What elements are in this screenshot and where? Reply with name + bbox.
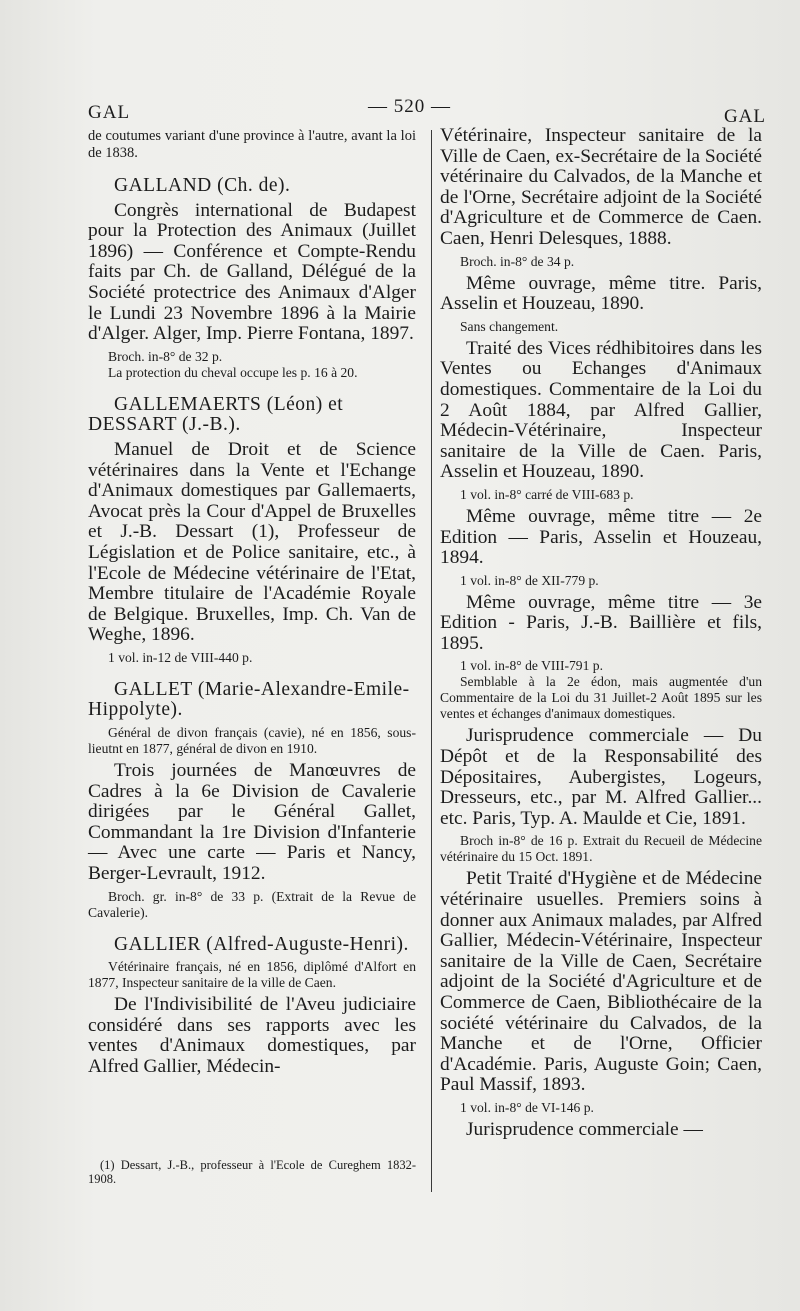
entry-title: Même ouvrage, même titre — 2e Edition — Paris, Asselin et Houzeau, 1894.	[440, 505, 762, 569]
continued-text: Vétérinaire, Inspecteur sanitaire de la Ville de Caen, ex-Secrétaire de la Société vétérinaire du Calvados, de la Manche et de l'Orne, Secrétaire adjoint de la Société d'Agriculture et de Commerce de Caen. Caen, Henri Delesques, 1888.	[440, 125, 762, 249]
entry-heading: GALLEMAERTS (Léon) et DESSART (J.-B.).	[88, 393, 344, 436]
entry-title: Congrès international de Budapest pour la Protection des Animaux (Juillet 1896) — Conférence et Compte-Rendu faits par Ch. de Galland, Délégué de la Société protectrice des Animaux d'Alger le Lundi 23 Novembre 1896 à la Mairie d'Alger. Alger, Imp. Pierre Fontana, 1897.	[88, 199, 416, 345]
entry-heading: GALLIER (Alfred-Auguste-Henri).	[114, 933, 409, 955]
footnote-text: (1) Dessart, J.-B., professeur à l'Ecole de Cureghem 1832-1908.	[88, 1158, 416, 1186]
entry-galland	[88, 176, 416, 381]
entry-title: Traité des Vices rédhibitoires dans les Ventes ou Echanges d'Animaux domestiques. Commentaire de la Loi du 2 Août 1884, par Alfred Gallier, Médecin-Vétérinaire, Inspecteur sanitaire de la Ville de Caen. Paris, Asselin et Houzeau, 1890.	[440, 337, 762, 483]
entry-bio-note: Vétérinaire français, né en 1856, diplômé d'Alfort en 1877, Inspecteur sanitaire de la ville de Caen.	[88, 959, 416, 991]
entry-gallet	[88, 680, 416, 921]
entry-bio-note: Général de divon français (cavie), né en 1856, sous-lieutnt en 1877, général de divon en 1910.	[88, 725, 416, 757]
entry-note: La protection du cheval occupe les p. 16 à 20.	[108, 364, 358, 380]
entry-note: 1 vol. in-8° de VI-146 p.	[460, 1099, 594, 1115]
left-column	[88, 128, 416, 1078]
entry-title: Petit Traité d'Hygiène et de Médecine vétérinaire usuelles. Premiers soins à donner aux Animaux malades, par Alfred Gallier, Médecin-Vétérinaire, Inspecteur sanitaire de la Ville de Caen, Secrétaire adjoint de la Société d'Agriculture et de Commerce de Caen, Bibliothécaire de la société vétérinaire du Calvados, de la Manche et de l'Orne, Officier d'Académie. Paris, Auguste Goin; Caen, Paul Massif, 1893.	[440, 868, 762, 1096]
column-divider	[431, 130, 432, 1192]
entry-note: Broch. in-8° de 32 p.	[108, 348, 223, 364]
entry-note: Broch in-8° de 16 p. Extrait du Recueil de Médecine vétérinaire du 15 Oct. 1891.	[440, 833, 762, 865]
entry-title: De l'Indivisibilité de l'Aveu judiciaire considéré dans ses rapports avec les ventes d'Animaux domestiques, par Alfred Gallier, Médecin-	[88, 994, 416, 1077]
entry-note: Sans changement.	[460, 318, 559, 334]
entry-title: Jurisprudence commerciale —	[466, 1118, 703, 1140]
entry-title: Jurisprudence commerciale — Du Dépôt et de la Responsabilité des Dépositaires, Aubergistes, Logeurs, Dresseurs, etc., par M. Alfred Gallier... etc. Paris, Typ. A. Maulde et Cie, 1891.	[440, 725, 762, 829]
entry-note: Broch. gr. in-8° de 33 p. (Extrait de la Revue de Cavalerie).	[88, 888, 416, 920]
entry-title: Même ouvrage, même titre — 3e Edition - Paris, J.-B. Baillière et fils, 1895.	[440, 591, 762, 654]
entry-title: Manuel de Droit et de Science vétérinaires dans la Vente et l'Echange d'Animaux domestiques par Gallemaerts, Avocat près la Cour d'Appel de Bruxelles et J.-B. Dessart (1), Professeur de Législation et de Police sanitaire, etc., à l'Ecole de Médecine vétérinaire de l'Etat, Membre titulaire de l'Académie Royale de Belgique. Bruxelles, Imp. Ch. Van de Weghe, 1896.	[88, 438, 416, 646]
entry-note: Semblable à la 2e édon, mais augmentée d'un Commentaire de la Loi du 31 Juillet-2 Août 1895 sur les ventes et échanges d'animaux domestiques.	[440, 674, 762, 722]
entry-note: Broch. in-8° de 34 p.	[460, 253, 575, 269]
running-head	[88, 96, 766, 126]
entry-note: 1 vol. in-8° carré de VIII-683 p.	[460, 486, 634, 502]
entry-note: 1 vol. in-12 de VIII-440 p.	[108, 649, 253, 665]
entry-note: 1 vol. in-8° de XII-779 p.	[460, 572, 599, 588]
entry-title: Trois journées de Manœuvres de Cadres à la 6e Division de Cavalerie dirigées par le Général Gallet, Commandant la 1re Division d'Infanterie — Avec une carte — Paris et Nancy, Berger-Levrault, 1912.	[88, 760, 416, 885]
running-head-right: GAL	[723, 106, 766, 127]
entry-heading: GALLAND (Ch. de).	[114, 175, 291, 196]
entry-title: Même ouvrage, même titre. Paris, Asselin et Houzeau, 1890.	[440, 272, 762, 315]
running-head-left: GAL	[88, 102, 131, 123]
entry-gallier	[88, 935, 416, 1078]
page-number: — 520 —	[368, 96, 451, 117]
entry-heading: GALLET (Marie-Alexandre-Emile-Hippolyte).	[88, 678, 410, 721]
entry-gallemaerts	[88, 395, 416, 666]
continued-text: de coutumes variant d'une province à l'autre, avant la loi de 1838.	[88, 128, 416, 161]
right-column	[440, 126, 762, 1141]
entry-note: 1 vol. in-8° de VIII-791 p.	[460, 658, 603, 674]
footnote	[88, 1158, 416, 1186]
